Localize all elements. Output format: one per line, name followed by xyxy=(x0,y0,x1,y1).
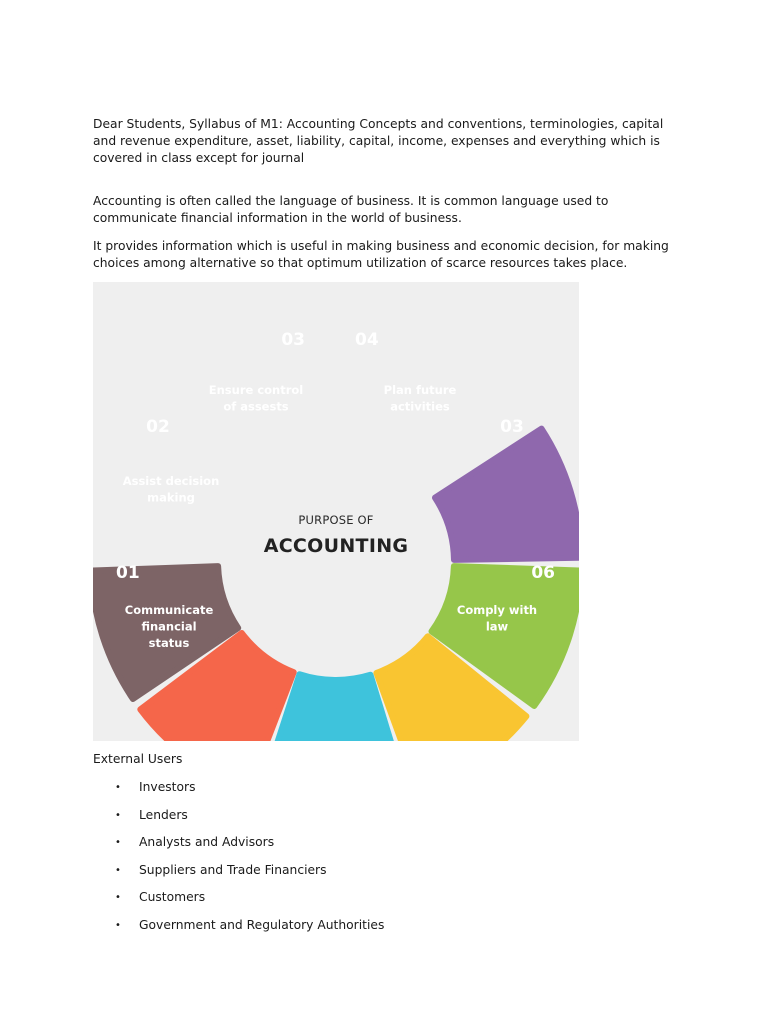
segment-label: status xyxy=(148,636,190,650)
bullet-icon: • xyxy=(115,864,121,876)
segment-label: Assist decision xyxy=(122,474,220,488)
bullet-icon: • xyxy=(115,892,121,903)
segment-label: Plan future xyxy=(383,383,457,397)
segment-label: activities xyxy=(390,399,450,414)
segment-label: financial xyxy=(141,619,197,634)
list-item-text: Customers xyxy=(139,890,206,904)
segment-number: 03 xyxy=(500,417,524,437)
list-item-text: Lenders xyxy=(139,807,188,822)
segment-wedge xyxy=(435,429,579,560)
bullet-icon: • xyxy=(115,809,121,821)
list-item-text: Analysts and Advisors xyxy=(139,835,275,849)
external-users-heading: External Users xyxy=(93,752,183,766)
segment-label: Ensure control xyxy=(208,383,304,397)
intro-paragraph: Dear Students, Syllabus of M1: Accounting Concepts and conventions, terminologies, capital and revenue expenditure, asset, liability, capital, income, expenses and everything which is covered in class except for journal xyxy=(93,117,664,165)
bullet-icon: • xyxy=(115,782,121,793)
segment-number: 03 xyxy=(281,330,305,350)
bullet-icon: • xyxy=(115,919,121,931)
list-item-text: Government and Regulatory Authorities xyxy=(139,917,385,932)
segment-number: 01 xyxy=(116,563,140,583)
bullet-icon: • xyxy=(115,837,121,848)
segment-label: of assests xyxy=(223,399,289,414)
purpose-of-accounting-figure xyxy=(93,282,579,741)
segment-label: Comply with xyxy=(456,603,538,617)
information-paragraph: It provides information which is useful in making business and economic decision, for making choices among alternative so that optimum utilization of scarce resources takes place. xyxy=(93,239,669,270)
segment-label: making xyxy=(147,490,195,505)
segment-number: 06 xyxy=(531,563,555,583)
purpose-diagram xyxy=(93,282,579,741)
list-item-text: Suppliers and Trade Financiers xyxy=(139,862,327,877)
center-title-main: ACCOUNTING xyxy=(263,535,409,557)
segment-label: law xyxy=(485,619,509,634)
list-item-text: Investors xyxy=(139,780,196,794)
segment-number: 02 xyxy=(146,417,170,437)
language-paragraph: Accounting is often called the language of business. It is common language used to communicate financial information in the world of business. xyxy=(93,194,609,225)
center-title-top: PURPOSE OF xyxy=(298,513,374,527)
segment-label: Communicate xyxy=(124,603,214,617)
segment-number: 04 xyxy=(355,330,379,350)
